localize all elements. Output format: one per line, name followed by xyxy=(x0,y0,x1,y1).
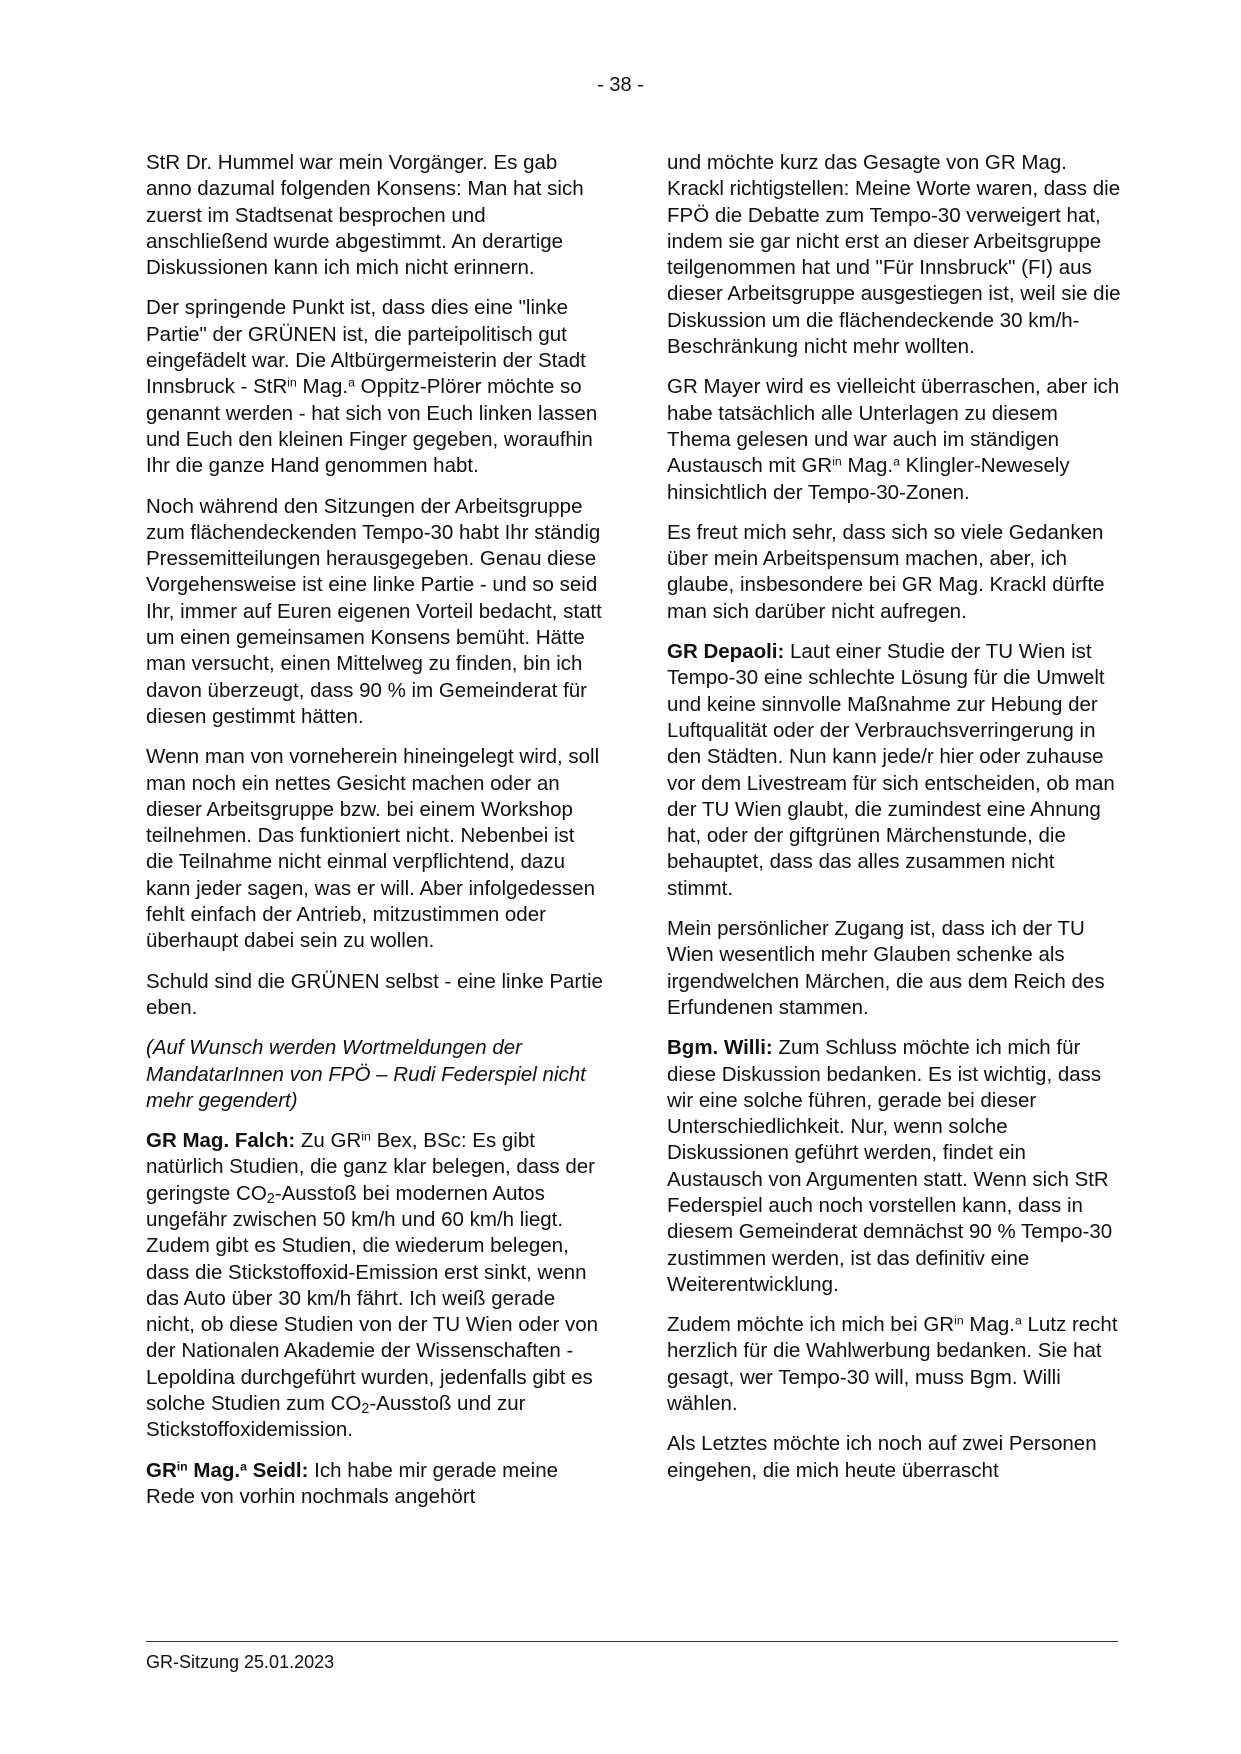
editorial-note xyxy=(146,1035,604,1114)
text-run: Oppitz-Plörer möchte so genannt werden - hat sich von Euch linken lassen und Euch den kleinen Finger gegeben, woraufhin Ihr die ganze Hand genommen habt. xyxy=(146,375,598,478)
text-run: Noch während den Sitzungen der Arbeitsgruppe zum flächendeckenden Tempo-30 habt Ihr ständig Pressemitteilungen herausgegeben. Genau diese Vorgehensweise ist eine linke Partie - und so seid Ihr, immer auf Euren eigenen Vorteil bedacht, statt um einen gemeinsamen Konsens bemüht. Hätte man versucht, einen Mittelweg zu finden, bin ich davon überzeugt, dass 90 % im Gemeinderat für diesen gestimmt hätten. xyxy=(146,494,602,728)
page-number: - 38 - xyxy=(597,74,644,96)
speaker-superscript: in xyxy=(176,1458,188,1473)
footer-session-date: GR-Sitzung 25.01.2023 xyxy=(146,1652,335,1672)
text-run: Schuld sind die GRÜNEN selbst - eine linke Partie eben. xyxy=(146,969,603,1019)
text-run: Es freut mich sehr, dass sich so viele Gedanken über mein Arbeitspensum machen, aber, ich glaube, insbesondere bei GR Mag. Krackl dürfte man sich darüber nicht aufregen. xyxy=(667,520,1105,623)
paragraph xyxy=(667,520,1125,625)
paragraph xyxy=(667,374,1125,505)
text-run: GR Mayer wird es vielleicht überraschen, aber ich habe tatsächlich alle Unterlagen zu diesem Thema gelesen und war auch im ständigen Austausch mit GR xyxy=(667,375,1120,478)
text-run: Mag. xyxy=(841,454,894,478)
speaker-name: GR xyxy=(146,1458,177,1482)
speaker-paragraph xyxy=(667,1035,1125,1298)
superscript: in xyxy=(361,1129,371,1144)
text-run: StR Dr. Hummel war mein Vorgänger. Es gab anno dazumal folgenden Konsens: Man hat sich zuerst im Stadtsenat besprochen und anschließend wurde abgestimmt. An derartige Diskussionen kann ich mich nicht erinnern. xyxy=(146,151,584,280)
superscript: a xyxy=(1014,1313,1022,1328)
text-run: Als Letztes möchte ich noch auf zwei Personen eingehen, die mich heute überrascht xyxy=(667,1432,1097,1482)
paragraph xyxy=(146,295,604,479)
text-run: Zum Schluss möchte ich mich für diese Diskussion bedanken. Es ist wichtig, dass wir eine solche führen, gerade bei dieser Unterschiedlichkeit. Nur, wenn solche Diskussionen geführt werden, findet ein Austausch von Argumenten statt. Wenn sich StR Federspiel auch noch vorstellen kann, dass in diesem Gemeinderat demnächst 90 % Tempo-30 zustimmen werden, ist das definitiv eine Weiterentwicklung. xyxy=(667,1036,1113,1296)
speaker-superscript: a xyxy=(240,1458,247,1473)
speaker-paragraph xyxy=(667,639,1125,902)
left-column xyxy=(146,150,604,1524)
paragraph xyxy=(667,1431,1125,1484)
footer-divider xyxy=(146,1641,1118,1642)
speaker-name: GR Depaoli: xyxy=(667,640,785,664)
paragraph xyxy=(146,494,604,731)
speaker-paragraph xyxy=(146,1128,604,1444)
text-run: -Ausstoß und zur Stickstoffoxidemission. xyxy=(146,1392,526,1442)
paragraph xyxy=(146,969,604,1022)
superscript: in xyxy=(954,1313,964,1328)
text-run: Der springende Punkt ist, dass dies eine "linke Partie" der GRÜNEN ist, die parteipolitisch gut eingefädelt war. Die Altbürgermeisterin der Stadt Innsbruck - StR xyxy=(146,296,586,399)
speaker-name: Bgm. Willi: xyxy=(667,1036,773,1060)
paragraph xyxy=(667,1312,1125,1417)
superscript: in xyxy=(287,375,297,390)
speaker-paragraph xyxy=(146,1458,604,1511)
text-run: Zu GR xyxy=(295,1129,362,1153)
text-run: Ich habe mir gerade meine Rede von vorhin nochmals angehört xyxy=(146,1458,559,1508)
note-text: (Auf Wunsch werden Wortmeldungen der MandatarInnen von FPÖ – Rudi Federspiel nicht mehr gegendert) xyxy=(146,1036,586,1112)
superscript: a xyxy=(348,375,355,390)
text-run: Bex, BSc: Es gibt natürlich Studien, die ganz klar belegen, dass der geringste CO xyxy=(146,1129,596,1205)
text-run: Laut einer Studie der TU Wien ist Tempo-30 eine schlechte Lösung für die Umwelt und keine sinnvolle Maßnahme zur Hebung der Luftqualität oder der Verbrauchsverringerung in den Städten. Nun kann jede/r hier oder zuhause vor dem Livestream für sich entscheiden, ob man der TU Wien glaubt, die zumindest eine Ahnung hat, oder der giftgrünen Märchenstunde, die behauptet, dass das alles zusammen nicht stimmt. xyxy=(667,640,1115,900)
paragraph xyxy=(667,150,1125,360)
subscript: 2 xyxy=(361,1400,370,1417)
right-column xyxy=(667,150,1125,1498)
paragraph xyxy=(146,150,604,281)
text-run: Mag. xyxy=(963,1313,1015,1337)
superscript: a xyxy=(893,454,900,469)
text-run: Mag. xyxy=(296,375,349,399)
text-run: Lutz recht herzlich für die Wahlwerbung bedanken. Sie hat gesagt, wer Tempo-30 will, muss Bgm. Willi wählen. xyxy=(667,1313,1118,1416)
text-run: Zudem möchte ich mich bei GR xyxy=(667,1313,955,1337)
text-run: -Ausstoß bei modernen Autos ungefähr zwischen 50 km/h und 60 km/h liegt. Zudem gibt es Studien, die wiederum belegen, dass die Stickstoffoxid-Emission erst sinkt, wenn das Auto über 30 km/h fährt. Ich weiß gerade nicht, ob diese Studien von der TU Wien oder von der Nationalen Akademie der Wissenschaften - Lepoldina durchgeführt wurden, jedenfalls gibt es solche Studien zum CO xyxy=(146,1181,599,1416)
paragraph xyxy=(146,744,604,954)
speaker-name: Seidl: xyxy=(246,1458,309,1482)
speaker-name: Mag. xyxy=(187,1458,241,1482)
text-run: Mein persönlicher Zugang ist, dass ich der TU Wien wesentlich mehr Glauben schenke als irgendwelchen Märchen, die aus dem Reich des Erfundenen stammen. xyxy=(667,917,1105,1019)
text-run: Wenn man von vorneherein hineingelegt wird, soll man noch ein nettes Gesicht machen oder an dieser Arbeitsgruppe bzw. bei einem Workshop teilnehmen. Das funktioniert nicht. Nebenbei ist die Teilnahme nicht einmal verpflichtend, dazu kann jeder sagen, was er will. Aber infolgedessen fehlt einfach der Antrieb, mitzustimmen oder überhaupt dabei sein zu wollen. xyxy=(146,745,600,953)
paragraph xyxy=(667,916,1125,1021)
text-run: Klingler-Newesely hinsichtlich der Tempo-30-Zonen. xyxy=(667,454,1070,504)
text-run: und möchte kurz das Gesagte von GR Mag. Krackl richtigstellen: Meine Worte waren, dass die FPÖ die Debatte zum Tempo-30 verweigert hat, indem sie gar nicht erst an dieser Arbeitsgruppe teilgenommen hat und "Für Innsbruck" (FI) aus dieser Arbeitsgruppe ausgestiegen ist, weil sie die Diskussion um die flächendeckende 30 km/h-Beschränkung nicht mehr wollten. xyxy=(667,151,1121,359)
subscript: 2 xyxy=(266,1190,275,1207)
superscript: in xyxy=(832,454,842,469)
speaker-name: GR Mag. Falch: xyxy=(146,1129,296,1153)
